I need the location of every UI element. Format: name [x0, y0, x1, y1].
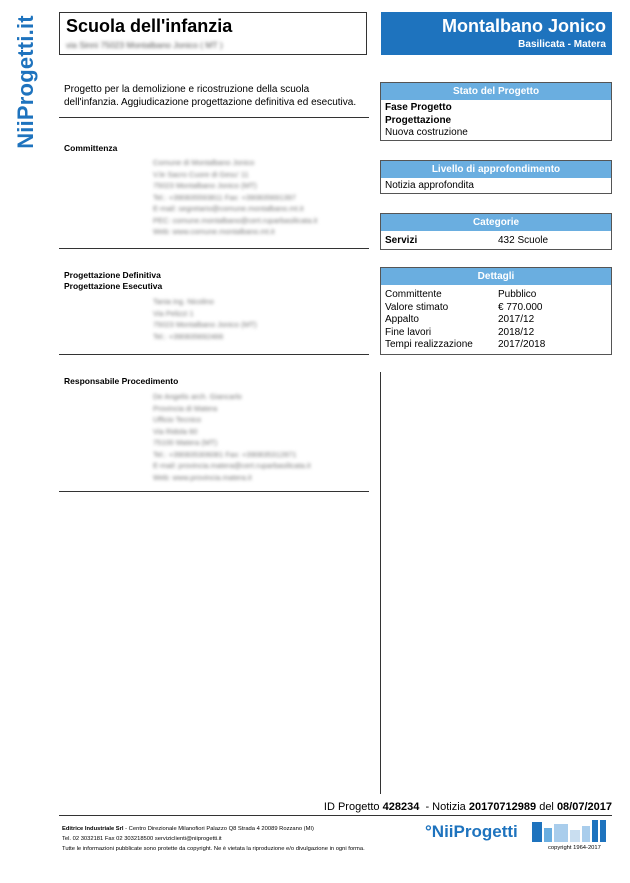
dettagli-value: 2018/12 — [498, 326, 535, 338]
fase-value: Progettazione — [385, 114, 452, 126]
vertical-logo — [6, 12, 46, 152]
id-prefix: ID Progetto — [323, 801, 383, 813]
project-address: via Sinni 75023 Montalbano Jonico ( MT ) — [66, 40, 223, 50]
notizia-date: 08/07/2017 — [556, 801, 612, 813]
detail-line: E-mail: provincia.matera@cert.ruparbasilicata.it — [153, 461, 311, 470]
contacts-line: Tel. 02 3032181 Fax 02 303218500 serviziclienti@niiprogetti.it — [62, 836, 222, 842]
progettazione-esecutiva-label: Progettazione Esecutiva — [64, 281, 163, 291]
dettagli-value: Pubblico — [498, 289, 537, 300]
detail-line: Web: www.provincia.matera.it — [153, 472, 252, 482]
categoria-value: 432 Scuole — [498, 235, 549, 246]
dettagli-panel-title: Dettagli — [381, 268, 611, 285]
detail-line: Tel.: +390835306081 Fax: +390835312871 — [153, 449, 297, 459]
project-id-line — [324, 801, 612, 813]
livello-value: Notizia approfondita — [385, 180, 474, 191]
committenza-label: Committenza — [64, 143, 118, 153]
responsabile-label: Responsabile Procedimento — [64, 376, 179, 386]
divider — [59, 248, 369, 249]
company-address: - Centro Direzionale Milanofiori Palazzo Q8 Strada 4 20089 Rozzano (MI) — [123, 826, 314, 832]
livello-panel-title: Livello di approfondimento — [381, 161, 611, 178]
footer-divider — [59, 815, 612, 816]
progettazione-details — [153, 296, 257, 342]
dettagli-key: Fine lavori — [385, 326, 432, 338]
detail-line: Ufficio Tecnico — [153, 415, 202, 424]
notizia-prefix: - Notizia — [419, 801, 469, 813]
id-value: 428234 — [382, 801, 420, 813]
dettagli-key: Committente — [385, 289, 442, 300]
footer-logo: °NiiProgetti — [425, 822, 518, 841]
detail-line: 75023 Montalbano Jonico (MT) — [153, 181, 257, 190]
dettagli-row — [385, 289, 607, 302]
responsabile-details — [153, 391, 311, 483]
categorie-panel-title: Categorie — [381, 214, 611, 231]
detail-line: Via Pelizzi 1 — [153, 308, 194, 318]
dettagli-key: Valore stimato — [385, 301, 449, 313]
detail-line: Tel.: +390835593811 Fax: +390835691397 — [153, 192, 296, 202]
progettazione-label — [64, 270, 162, 292]
footer-skyline-icon — [530, 818, 612, 844]
detail-line: E-mail: segretario@comune.montalbano.mt.it — [153, 204, 304, 213]
project-title: Scuola dell'infanzia — [66, 16, 233, 36]
categoria-row — [385, 235, 607, 248]
location-region: Basilicata - Matera — [518, 39, 606, 50]
detail-line: Via Ridola 60 — [153, 426, 198, 436]
detail-line: V.le Sacro Cuore di Gesu' 11 — [153, 169, 249, 179]
disclaimer-line: Tutte le informazioni pubblicate sono protette da copyright. Ne è vietata la riproduzione e/o divulgazione in ogni forma. — [62, 846, 365, 852]
dettagli-panel — [380, 267, 612, 355]
livello-panel — [380, 160, 612, 194]
stato-panel-title: Stato del Progetto — [381, 83, 611, 100]
project-description: Progetto per la demolizione e ricostruzione della scuola dell'infanzia. Aggiudicazione progettazione definitiva ed esecutiva. — [64, 84, 357, 108]
categoria-key: Servizi — [385, 235, 418, 246]
dettagli-row — [385, 314, 607, 327]
dettagli-row — [385, 339, 607, 352]
dettagli-key: Appalto — [385, 314, 419, 325]
dettagli-row — [385, 302, 607, 315]
progettazione-definitiva-label: Progettazione Definitiva — [64, 270, 161, 280]
copyright: copyright 1964-2017 — [548, 845, 601, 851]
detail-line: De Angelis arch. Giancarlo — [153, 392, 242, 401]
notizia-value: 20170712989 — [468, 801, 537, 813]
location-city: Montalbano Jonico — [442, 16, 606, 36]
vertical-logo-text: NiiProgetti.it — [13, 15, 38, 149]
divider — [59, 117, 369, 118]
detail-line: 75100 Matera (MT) — [153, 438, 218, 447]
dettagli-value: 2017/12 — [498, 314, 535, 325]
detail-line: Tel.: +390835692466 — [153, 331, 224, 341]
tipo-value: Nuova costruzione — [385, 127, 468, 138]
detail-line: Comune di Montalbano Jonico — [153, 158, 255, 167]
company-line — [62, 825, 314, 834]
dettagli-row — [385, 327, 607, 340]
location-box — [381, 12, 612, 55]
dettagli-value: 2017/2018 — [498, 339, 546, 350]
categorie-panel — [380, 213, 612, 250]
detail-line: 75023 Montalbano Jonico (MT) — [153, 320, 257, 329]
company-name: Editrice Industriale Srl — [62, 826, 124, 832]
del-text: del — [536, 801, 557, 813]
fase-label: Fase Progetto — [385, 102, 452, 113]
committenza-details — [153, 157, 317, 238]
detail-line: Web: www.comune.montalbano.mt.it — [153, 227, 275, 236]
column-divider — [380, 372, 381, 794]
stato-panel — [380, 82, 612, 141]
divider — [59, 354, 369, 355]
detail-line: PEC: comune.montalbano@cert.ruparbasilicata.it — [153, 215, 318, 225]
dettagli-value: € 770.000 — [498, 301, 543, 313]
project-title-box — [59, 12, 367, 55]
detail-line: Tania ing. Nicolino — [153, 297, 214, 306]
detail-line: Provincia di Matera — [153, 403, 218, 413]
divider — [59, 491, 369, 492]
dettagli-key: Tempi realizzazione — [385, 339, 473, 350]
